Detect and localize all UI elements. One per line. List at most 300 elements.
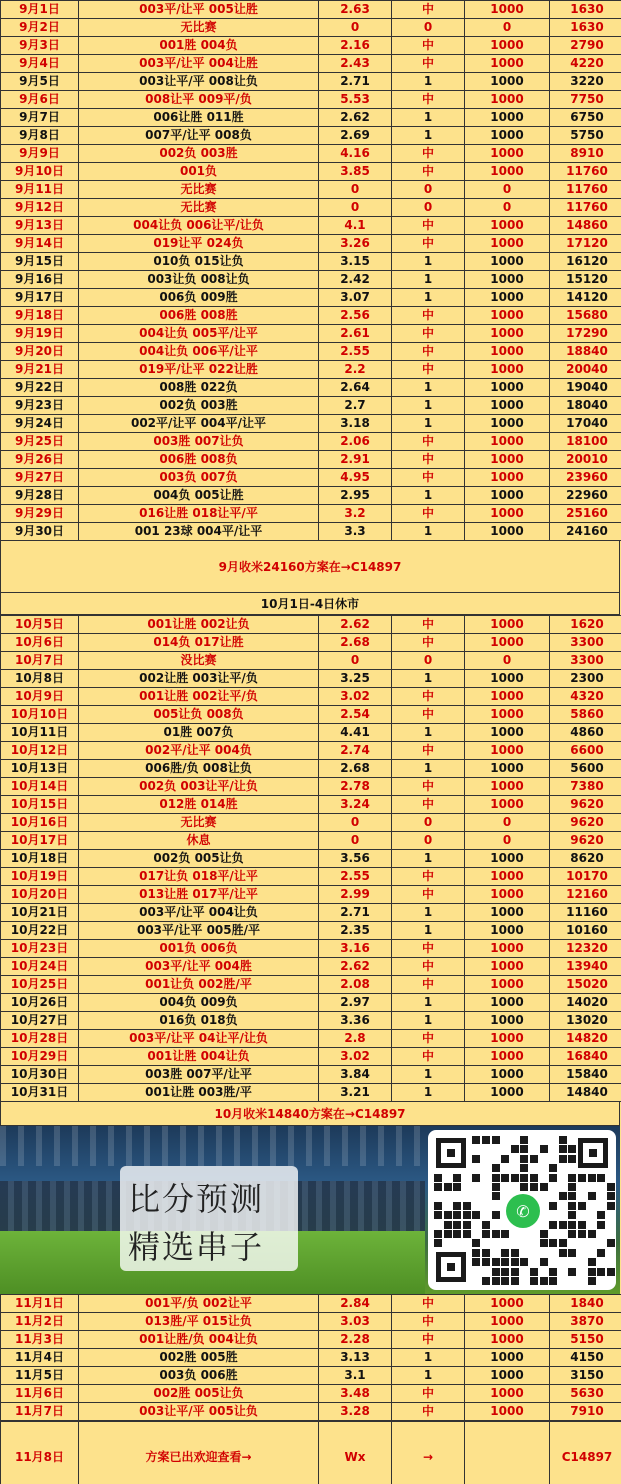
table-row [1,760,621,778]
cell-pick: 006胜 008胜 [79,307,319,325]
cell-stake: 1000 [465,1403,550,1421]
cell-stake: 1000 [465,1012,550,1030]
cell-balance: 25160 [550,505,621,523]
cell-pick: 001让胜 003胜/平 [79,1084,319,1102]
qr-module [492,1211,500,1219]
cell-date: 10月22日 [1,922,79,940]
table-row [1,616,621,634]
qr-module [501,1249,509,1257]
cell-balance: 6750 [550,109,621,127]
table-row [1,1084,621,1102]
cell-pick: 010负 015让负 [79,253,319,271]
cell-balance: 13020 [550,1012,621,1030]
qr-module [444,1221,452,1229]
cell-date: 10月31日 [1,1084,79,1102]
cell-stake: 1000 [465,634,550,652]
cell-odds: 3.85 [319,163,392,181]
qr-module [453,1202,461,1210]
cell-result: 1 [392,994,465,1012]
qr-module [607,1192,615,1200]
cell-odds: 4.95 [319,469,392,487]
qr-module [568,1249,576,1257]
qr-module [520,1155,528,1163]
cell-odds: 2.35 [319,922,392,940]
qr-module [501,1277,509,1285]
cell-pick: 006胜/负 008让负 [79,760,319,778]
cell-stake: 1000 [465,904,550,922]
cell-odds: 2.16 [319,37,392,55]
cell-pick: 006胜 008负 [79,451,319,469]
table-row [1,289,621,307]
qr-module [597,1249,605,1257]
qr-module [568,1183,576,1191]
qr-module [520,1183,528,1191]
cell-odds: 3.07 [319,289,392,307]
cell-date: 9月5日 [1,73,79,91]
cell-balance: 20040 [550,361,621,379]
cell-result: 中 [392,91,465,109]
cell-date: 10月13日 [1,760,79,778]
cell-balance: 18100 [550,433,621,451]
table-row [1,343,621,361]
cell-balance: 9620 [550,832,621,850]
qr-module [492,1268,500,1276]
cell-balance: 14840 [550,1084,621,1102]
cell-balance: 10160 [550,922,621,940]
cell-stake: 0 [465,199,550,217]
cell-stake: 1000 [465,505,550,523]
qr-module [540,1239,548,1247]
cell-balance: 11160 [550,904,621,922]
cell-stake: 1000 [465,958,550,976]
cell-odds: 4.16 [319,145,392,163]
wechat-icon: ✆ [506,1194,540,1228]
qr-module [568,1174,576,1182]
qr-module [588,1192,596,1200]
nov-last-table [0,1421,621,1484]
cell-pick: 002负 003胜 [79,145,319,163]
qr-module [511,1249,519,1257]
cell-result: 1 [392,397,465,415]
cell-pick: 013让胜 017平/让平 [79,886,319,904]
qr-module [453,1221,461,1229]
oct-summary: 10月收米14840方案在→C14897 [0,1102,620,1126]
cell-result: 0 [392,181,465,199]
qr-module [549,1164,557,1172]
cell-odds: 3.36 [319,1012,392,1030]
cell-date: 10月19日 [1,868,79,886]
qr-module [482,1277,490,1285]
qr-module [492,1277,500,1285]
cell-odds: 3.03 [319,1313,392,1331]
cell-odds: 2.78 [319,778,392,796]
cell-pick: 004负 005让胜 [79,487,319,505]
qr-module [501,1155,509,1163]
cell-date: 11月8日 [1,1422,79,1484]
table-row [1,379,621,397]
cell-stake: 1000 [465,397,550,415]
cell-result: 中 [392,1403,465,1421]
cell-balance: 5630 [550,1385,621,1403]
cell-balance: 7380 [550,778,621,796]
table-row [1,994,621,1012]
table-row-final [1,1422,621,1484]
cell-pick: 003平/让平 04让平/让负 [79,1030,319,1048]
cell-balance: 18040 [550,397,621,415]
cell-result: 1 [392,109,465,127]
cell-balance: 4150 [550,1349,621,1367]
sept-summary: 9月收米24160方案在→C14897 [0,541,620,593]
cell-result: 中 [392,307,465,325]
cell-date: 9月29日 [1,505,79,523]
cell-stake: 1000 [465,379,550,397]
cell-balance: 4220 [550,55,621,73]
qr-module [482,1249,490,1257]
table-row [1,145,621,163]
qr-module [492,1192,500,1200]
cell-stake: 1000 [465,127,550,145]
cell-balance: 2790 [550,37,621,55]
cell-date: 11月2日 [1,1313,79,1331]
cell-balance: 14120 [550,289,621,307]
cell-date: 9月1日 [1,1,79,19]
cell-date: 10月17日 [1,832,79,850]
cell-pick: 006让胜 011胜 [79,109,319,127]
qr-module [492,1183,500,1191]
qr-module [511,1174,519,1182]
cell-stake: 1000 [465,796,550,814]
cell-odds: 2.68 [319,634,392,652]
cell-date: 10月8日 [1,670,79,688]
table-row [1,505,621,523]
cell-result: 1 [392,1084,465,1102]
cell-result: 中 [392,742,465,760]
cell-odds: 2.28 [319,1331,392,1349]
cell-odds: 3.28 [319,1403,392,1421]
cell-stake: 1000 [465,271,550,289]
table-row [1,127,621,145]
cell-balance: 1840 [550,1295,621,1313]
cell-pick: 无比赛 [79,181,319,199]
cell-pick: 002让胜 003让平/负 [79,670,319,688]
cell-balance: 11760 [550,163,621,181]
table-row [1,1048,621,1066]
qr-module [520,1164,528,1172]
cell-result: 中 [392,217,465,235]
cell-stake: 1000 [465,940,550,958]
cell-balance: 4320 [550,688,621,706]
qr-module [597,1221,605,1229]
cell-balance: 8910 [550,145,621,163]
cell-balance: 17120 [550,235,621,253]
cell-date: 9月10日 [1,163,79,181]
qr-module [492,1258,500,1266]
cell-date: 10月9日 [1,688,79,706]
cell-date: 9月28日 [1,487,79,505]
cell-stake: 1000 [465,343,550,361]
qr-module [472,1211,480,1219]
table-row [1,796,621,814]
cell-pick: 003平/让平 004让负 [79,904,319,922]
qr-module [578,1221,586,1229]
table-row [1,958,621,976]
cell-date: 9月6日 [1,91,79,109]
cell-stake: 1000 [465,922,550,940]
cell-result: 中 [392,163,465,181]
cell-pick: 004负 009负 [79,994,319,1012]
cell-odds: 0 [319,199,392,217]
cell-stake: 1000 [465,868,550,886]
qr-module [540,1258,548,1266]
cell-balance: 5600 [550,760,621,778]
cell-odds: 3.2 [319,505,392,523]
qr-module [568,1155,576,1163]
cell-result: 0 [392,652,465,670]
cell-pick: 无比赛 [79,19,319,37]
qr-module [607,1239,615,1247]
cell-odds: 3.3 [319,523,392,541]
cell-pick: 002负 005让负 [79,850,319,868]
table-row [1,235,621,253]
cell-result: 中 [392,1331,465,1349]
cell-balance: 3150 [550,1367,621,1385]
cell-stake: 1000 [465,307,550,325]
cell-odds: 2.71 [319,904,392,922]
qr-module [482,1230,490,1238]
cell-stake: 0 [465,832,550,850]
cell-date: 9月16日 [1,271,79,289]
cell-stake: 1000 [465,1295,550,1313]
qr-code[interactable] [428,1130,616,1290]
cell-result: 中 [392,616,465,634]
cell-stake: 1000 [465,1084,550,1102]
table-row [1,271,621,289]
cell-pick: 003负 007负 [79,469,319,487]
cell-balance: 20010 [550,451,621,469]
cell-stake: 1000 [465,55,550,73]
cell-odds: 2.62 [319,109,392,127]
table-row [1,724,621,742]
cell-odds: 3.1 [319,1367,392,1385]
cell-date: 10月28日 [1,1030,79,1048]
cell-stake: 1000 [465,760,550,778]
qr-module [520,1174,528,1182]
qr-module [501,1174,509,1182]
cell-stake: 1000 [465,163,550,181]
cell-result: 中 [392,451,465,469]
qr-module [607,1268,615,1276]
table-row [1,55,621,73]
qr-module [434,1202,442,1210]
cell-odds: 3.16 [319,940,392,958]
cell-balance: 15120 [550,271,621,289]
cell-pick: 019让平 024负 [79,235,319,253]
cell-pick: 休息 [79,832,319,850]
qr-module [472,1249,480,1257]
table-row [1,307,621,325]
cell-pick: 方案已出欢迎查看→ [79,1422,319,1484]
cell-result: 中 [392,1295,465,1313]
cell-result: 0 [392,832,465,850]
cell-pick: 001 23球 004平/让平 [79,523,319,541]
cell-odds: 3.84 [319,1066,392,1084]
oct-rest-note: 10月1日-4日休市 [0,593,620,615]
cell-balance: 13940 [550,958,621,976]
cell-result: 中 [392,778,465,796]
qr-module [492,1164,500,1172]
cell-pick: 008让平 009平/负 [79,91,319,109]
table-row [1,19,621,37]
cell-pick: 002胜 005让负 [79,1385,319,1403]
cell-result: 中 [392,235,465,253]
cell-date: 10月5日 [1,616,79,634]
cell-balance: 16120 [550,253,621,271]
cell-balance: 10170 [550,868,621,886]
cell-pick: 001让胜 002让平/负 [79,688,319,706]
cell-balance: 7750 [550,91,621,109]
qr-module [482,1221,490,1229]
qr-module [568,1230,576,1238]
cell-stake: 1000 [465,1367,550,1385]
table-row [1,1313,621,1331]
cell-pick: 无比赛 [79,199,319,217]
qr-module [472,1136,480,1144]
table-row [1,325,621,343]
qr-module [588,1277,596,1285]
cell-pick: 003让平/平 008让负 [79,73,319,91]
cell-date: 10月10日 [1,706,79,724]
qr-module [588,1174,596,1182]
qr-module [568,1145,576,1153]
cell-stake: 0 [465,181,550,199]
cell-stake [465,1422,550,1484]
cell-pick: 002胜 005胜 [79,1349,319,1367]
cell-result: 1 [392,379,465,397]
table-row [1,415,621,433]
cell-pick: 014负 017让胜 [79,634,319,652]
table-row [1,361,621,379]
cell-stake: 1000 [465,433,550,451]
cell-result: 1 [392,670,465,688]
table-row [1,37,621,55]
table-row [1,1012,621,1030]
cell-pick: 005让负 008负 [79,706,319,724]
cell-result: 1 [392,922,465,940]
cell-balance: 15840 [550,1066,621,1084]
cell-balance: 9620 [550,814,621,832]
cell-odds: 2.43 [319,55,392,73]
cell-result: 中 [392,940,465,958]
table-row [1,634,621,652]
cell-result: 中 [392,886,465,904]
cell-date: 10月25日 [1,976,79,994]
cell-result: 1 [392,850,465,868]
cell-balance: 19040 [550,379,621,397]
cell-balance: C14897 [550,1422,621,1484]
cell-balance: 11760 [550,181,621,199]
cell-date: 9月2日 [1,19,79,37]
qr-module [472,1174,480,1182]
qr-module [559,1145,567,1153]
cell-pick: 没比赛 [79,652,319,670]
cell-odds: 0 [319,652,392,670]
qr-module [540,1230,548,1238]
cell-odds: 2.7 [319,397,392,415]
cell-stake: 1000 [465,976,550,994]
cell-balance: 11760 [550,199,621,217]
cell-odds: 2.84 [319,1295,392,1313]
table-row [1,109,621,127]
cell-pick: 003胜 007平/让平 [79,1066,319,1084]
cell-balance: 1630 [550,1,621,19]
cell-pick: 012胜 014胜 [79,796,319,814]
qr-module [540,1183,548,1191]
cell-date: 11月5日 [1,1367,79,1385]
table-row [1,469,621,487]
cell-stake: 1000 [465,742,550,760]
table-row [1,217,621,235]
qr-module [511,1268,519,1276]
cell-date: 9月7日 [1,109,79,127]
qr-finder-icon [578,1138,608,1168]
qr-module [568,1192,576,1200]
cell-date: 10月16日 [1,814,79,832]
cell-odds: 3.02 [319,1048,392,1066]
cell-balance: 22960 [550,487,621,505]
table-row [1,940,621,958]
qr-module [549,1277,557,1285]
qr-module [549,1239,557,1247]
cell-pick: 004让负 006让平/让负 [79,217,319,235]
table-row [1,487,621,505]
cell-result: 1 [392,73,465,91]
cell-pick: 016负 018负 [79,1012,319,1030]
qr-module [434,1183,442,1191]
table-row [1,886,621,904]
qr-module [463,1221,471,1229]
qr-module [530,1174,538,1182]
qr-module [453,1183,461,1191]
cell-balance: 7910 [550,1403,621,1421]
table-row [1,1066,621,1084]
table-row [1,1030,621,1048]
cell-stake: 1000 [465,253,550,271]
cell-stake: 1000 [465,886,550,904]
cell-pick: 001负 [79,163,319,181]
cell-date: 11月4日 [1,1349,79,1367]
table-row [1,163,621,181]
table-row [1,73,621,91]
table-row [1,922,621,940]
cell-result: 1 [392,1066,465,1084]
cell-result: 1 [392,1367,465,1385]
qr-module [607,1202,615,1210]
qr-module [501,1258,509,1266]
qr-module [588,1258,596,1266]
cell-date: 9月27日 [1,469,79,487]
qr-module [549,1221,557,1229]
cell-balance: 16840 [550,1048,621,1066]
cell-stake: 1000 [465,235,550,253]
qr-module [530,1268,538,1276]
cell-result: 中 [392,145,465,163]
cell-result: 中 [392,976,465,994]
cell-stake: 1000 [465,706,550,724]
table-row [1,397,621,415]
qr-module [559,1221,567,1229]
qr-module [530,1277,538,1285]
cell-pick: 017让负 018平/让平 [79,868,319,886]
